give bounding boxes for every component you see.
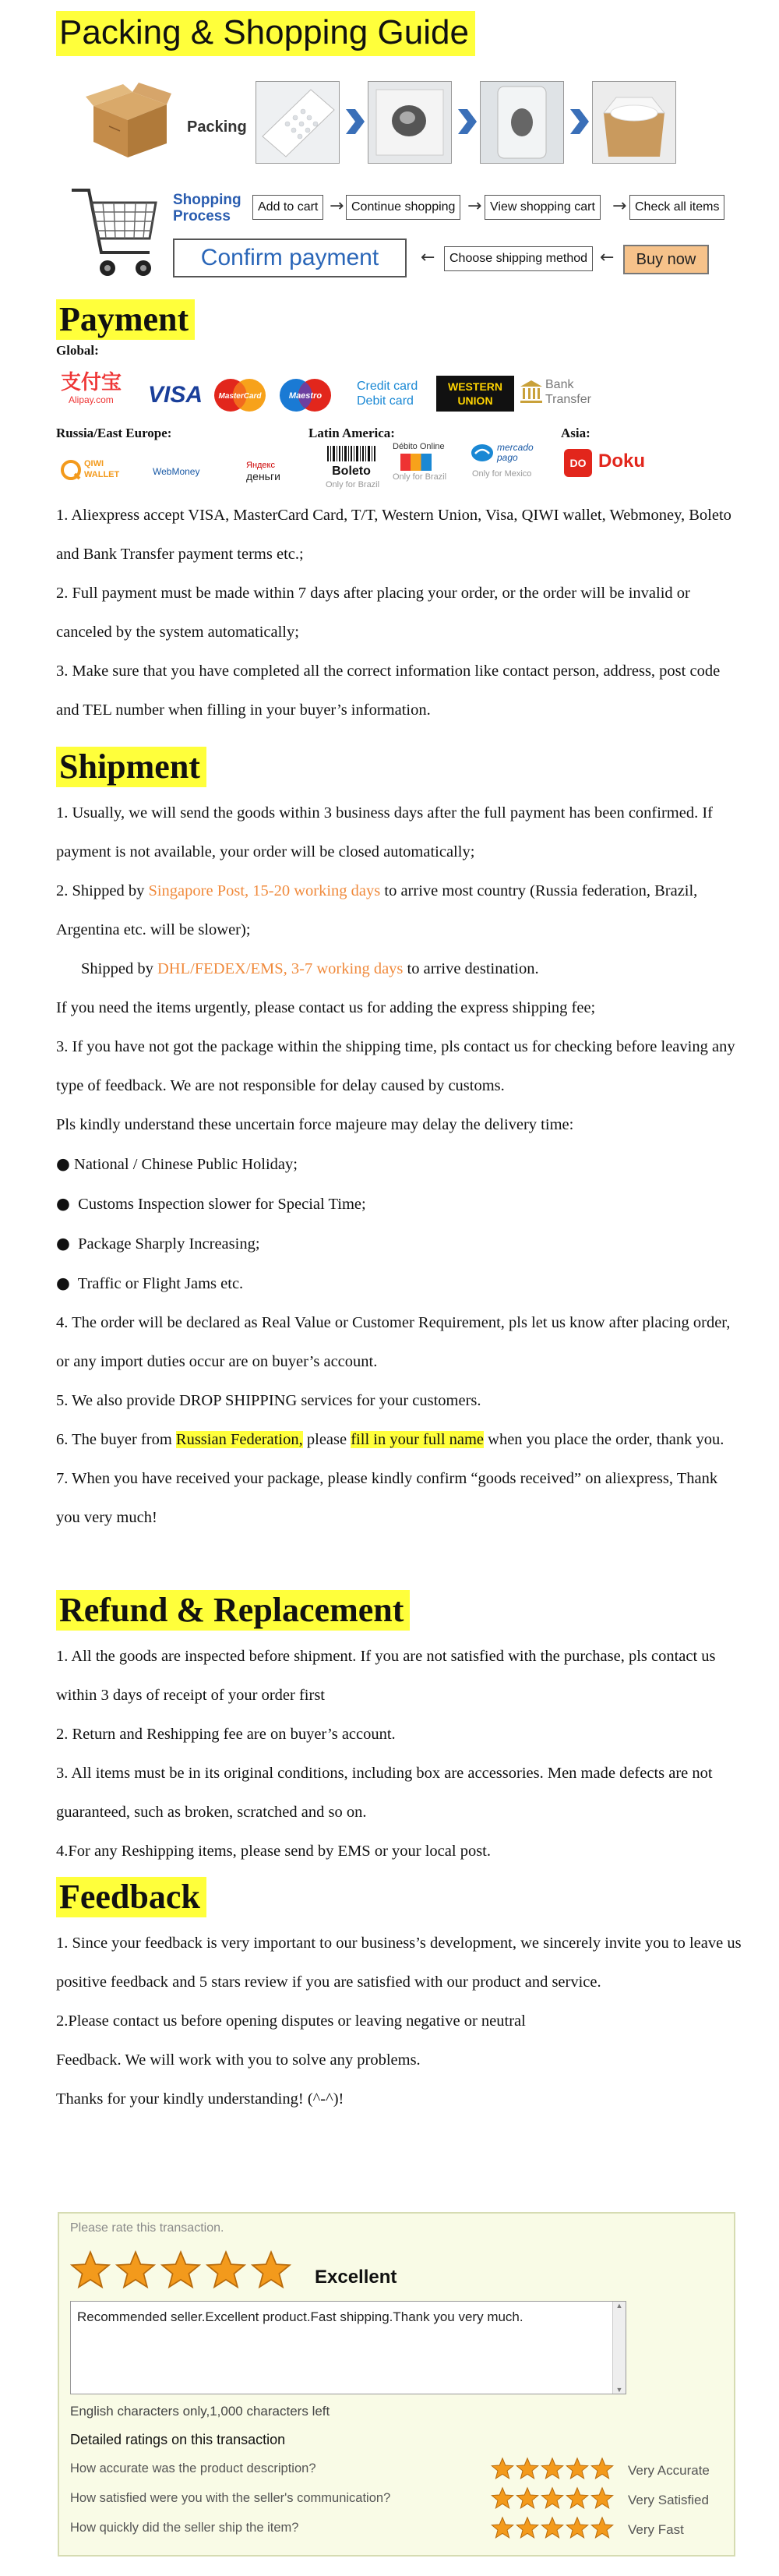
- product-photo-1: [368, 81, 452, 164]
- star-icon[interactable]: [115, 2249, 156, 2290]
- rating-answer-1: Very Accurate: [628, 2463, 710, 2478]
- chevron-right-icon: [343, 108, 366, 136]
- alipay-logo: 支付宝 Alipay.com: [61, 371, 122, 405]
- western-union-logo: WESTERN UNION: [436, 376, 514, 412]
- feedback-comment-textarea[interactable]: Recommended seller.Excellent product.Fast shipping.Thank you very much. ▲ ▼: [70, 2301, 626, 2394]
- shipment-p10: 7. When you have received your package, please kindly confirm “goods received” on aliexpress, Thank you very much!: [56, 1470, 718, 1526]
- rating-question-1: How accurate was the product description?: [70, 2461, 316, 2475]
- star-icon[interactable]: [516, 2457, 539, 2480]
- rating-question-2: How satisfied were you with the seller's communication?: [70, 2491, 391, 2505]
- svg-text:MasterCard: MasterCard: [218, 392, 262, 401]
- page-title: Packing & Shopping Guide: [56, 11, 475, 56]
- detailed-ratings-title: Detailed ratings on this transaction: [70, 2432, 286, 2447]
- star-icon[interactable]: [70, 2249, 111, 2290]
- shipment-p4: If you need the items urgently, please contact us for adding the express shipping fee;: [56, 999, 596, 1016]
- bubble-wrap-photo: [256, 81, 340, 164]
- star-icon[interactable]: [160, 2249, 201, 2290]
- star-icon[interactable]: [541, 2516, 564, 2539]
- overall-star-rating[interactable]: [70, 2249, 296, 2296]
- bullet-item: ● Customs Inspection slower for Special Time;: [56, 1194, 366, 1213]
- bank-icon: [520, 380, 542, 404]
- feedback-p3: Feedback. We will work with you to solve any problems.: [56, 2051, 421, 2069]
- step-buy-now: Buy now: [623, 245, 709, 274]
- star-icon[interactable]: [590, 2516, 614, 2539]
- arrow-right-icon: →: [467, 196, 482, 216]
- arrow-right-icon: →: [330, 196, 344, 216]
- shipment-p8: 5. We also provide DROP SHIPPING services for your customers.: [56, 1392, 481, 1409]
- star-icon[interactable]: [251, 2249, 291, 2290]
- payment-terms: [56, 496, 742, 730]
- svg-text:Maestro: Maestro: [288, 391, 323, 401]
- step-choose-shipping: Choose shipping method: [444, 246, 593, 271]
- shipment-p5: 3. If you have not got the package within the shipping time, pls contact us for checking before leaving any type of feedback. We are not responsible for delay caused by customs.: [56, 1038, 735, 1094]
- shipment-title: Shipment: [56, 747, 206, 787]
- refund-item-2: 2. Return and Reshipping fee are on buyer’s account.: [56, 1726, 396, 1743]
- refund-item-4: 4.For any Reshipping items, please send by EMS or your local post.: [56, 1843, 491, 1860]
- shipment-p9: 6. The buyer from Russian Federation, please fill in your full name when you place the order, thank you.: [56, 1431, 724, 1448]
- shopping-cart-icon: [69, 184, 162, 285]
- shipment-p1: 1. Usually, we will send the goods within 3 business days after the full payment has been confirmed. If payment is not available, your order will be closed automatically;: [56, 804, 713, 860]
- star-icon[interactable]: [516, 2516, 539, 2539]
- step-view-shopping-cart: View shopping cart: [485, 195, 601, 220]
- rating-question-3: How quickly did the seller ship the item?: [70, 2521, 299, 2535]
- step-add-to-cart: Add to cart: [252, 195, 323, 220]
- arrow-left-icon: ←: [600, 248, 615, 267]
- bullet-item: ● Package Sharply Increasing;: [56, 1234, 260, 1253]
- star-icon[interactable]: [491, 2516, 514, 2539]
- refund-title: Refund & Replacement: [56, 1590, 410, 1631]
- rating-answer-3: Very Fast: [628, 2522, 684, 2537]
- star-icon[interactable]: [516, 2486, 539, 2510]
- star-icon[interactable]: [590, 2457, 614, 2480]
- star-icon[interactable]: [566, 2457, 589, 2480]
- star-icon[interactable]: [566, 2486, 589, 2510]
- maestro-logo: [277, 377, 333, 413]
- bullet-item: ● Traffic or Flight Jams etc.: [56, 1274, 244, 1292]
- refund-item-1: 1. All the goods are inspected before shipment. If you are not satisfied with the purchase, pls contact us within 3 days of receipt of your order first: [56, 1648, 716, 1704]
- debito-online-logo: Débito Online Only for Brazil: [393, 442, 447, 482]
- shipment-p6: Pls kindly understand these uncertain force majeure may delay the delivery time:: [56, 1116, 574, 1133]
- qiwi-wallet-logo: QIWI WALLET: [61, 455, 139, 486]
- feedback-p4: Thanks for your kindly understanding! (^-^)!: [56, 2090, 344, 2108]
- shipment-p2: 2. Shipped by Singapore Post, 15-20 working days to arrive most country (Russia federation, Brazil, Argentina etc. will be slower);: [56, 882, 698, 938]
- textarea-scrollbar[interactable]: ▲ ▼: [612, 2302, 626, 2394]
- russia-label: Russia/East Europe:: [56, 426, 172, 440]
- step-check-all-items: Check all items: [629, 195, 724, 220]
- payment-item-2: 2. Full payment must be made within 7 days after placing your order, or the order will be invalid or canceled by the system automatically;: [56, 585, 690, 641]
- arrow-right-icon: →: [612, 196, 627, 216]
- rating-stars-3[interactable]: [491, 2516, 615, 2543]
- star-icon[interactable]: [491, 2457, 514, 2480]
- rating-stars-2[interactable]: [491, 2486, 615, 2514]
- shipment-p7: 4. The order will be declared as Real Value or Customer Requirement, pls let us know after placing order, or any import duties occur are on buyer’s account.: [56, 1314, 731, 1370]
- step-continue-shopping: Continue shopping: [346, 195, 460, 220]
- asia-label: Asia:: [561, 426, 590, 440]
- refund-text: [56, 1637, 742, 1871]
- chevron-right-icon: [455, 108, 478, 136]
- doku-logo: DO Doku: [564, 449, 657, 477]
- visa-logo: VISA: [148, 382, 203, 408]
- star-icon[interactable]: [590, 2486, 614, 2510]
- star-icon[interactable]: [566, 2516, 589, 2539]
- rating-answer-2: Very Satisfied: [628, 2493, 709, 2507]
- bank-transfer-logo: Bank Transfer: [520, 377, 591, 407]
- mastercard-logo: [212, 377, 268, 413]
- cardboard-box-image: [86, 83, 171, 161]
- packing-row: [86, 78, 724, 171]
- payment-title: Payment: [56, 299, 195, 340]
- star-icon[interactable]: [541, 2457, 564, 2480]
- global-label: Global:: [56, 343, 99, 358]
- payment-item-3: 3. Make sure that you have completed all the correct information like contact person, address, post code and TEL number when filling in your buyer’s information.: [56, 663, 721, 719]
- star-icon[interactable]: [491, 2486, 514, 2510]
- webmoney-logo: WebMoney: [153, 466, 200, 477]
- rating-widget: [58, 2212, 735, 2557]
- rating-prompt: Please rate this transaction.: [70, 2221, 224, 2235]
- shipment-text: [56, 793, 742, 1537]
- bullet-item: ● National / Chinese Public Holiday;: [56, 1154, 298, 1173]
- product-photo-2: [480, 81, 564, 164]
- shipment-p3: Shipped by DHL/FEDEX/EMS, 3-7 working days to arrive destination.: [81, 960, 539, 977]
- feedback-p1: 1. Since your feedback is very important to our business’s development, we sincerely invite you to leave us positive feedback and 5 stars review if you are satisfied with our product and service.: [56, 1935, 742, 1991]
- latin-america-label: Latin America:: [308, 426, 395, 440]
- star-icon[interactable]: [541, 2486, 564, 2510]
- step-confirm-payment: Confirm payment: [173, 239, 407, 277]
- payment-item-1: 1. Aliexpress accept VISA, MasterCard Card, T/T, Western Union, Visa, QIWI wallet, Webmoney, Boleto and Bank Transfer payment terms etc.;: [56, 507, 731, 563]
- feedback-text: [56, 1924, 742, 2118]
- packing-label: Packing: [187, 118, 247, 136]
- credit-debit-card-logo: Credit card Debit card: [357, 380, 418, 408]
- packed-box-photo: [592, 81, 676, 164]
- feedback-p2: 2.Please contact us before opening disputes or leaving negative or neutral: [56, 2012, 526, 2030]
- feedback-title: Feedback: [56, 1877, 206, 1917]
- guide-page: Packing & Shopping Guide Packing Shopping Process Add to cart → Continue shopping → View shopping cart → Check all items Confirm payment ← Choose shipping method ← Buy now Payment Global: 支付宝 Alipay.com VISA MasterCard Maestro Credit card Debit card WESTERN UNION Bank Transfer Russia/East Europe: Latin America: Asia: QIWI WALLET WebMoney Яндекс деньги Boleto Only for Brazil Débito Online Only for Brazil mercado pago Only for Mexico DO Doku 1. Aliexpress accept VISA, MasterCard Card, T/T, Western Union, Visa, QIWI wallet, Webmoney, Boleto and Bank Transfer payment terms etc.; 2. Full payment must be made within 7 days after placing your order, or the order will be invalid or canceled by the system automatically; 3. Make sure that you have completed all the correct information like contact person, address, post code and TEL number when filling in your buyer’s information. Shipment 1. Usually, we will send the goods within 3 business days after the full payment has been confirmed. If payment is not available, your order will be closed automatically; 2. Shipped by Singapore Post, 15-20 working days to arrive most country (Russia federation, Brazil, Argentina etc. will be slower); Shipped by DHL/FEDEX/EMS, 3-7 working days to arrive destination. If you need the items urgently, please contact us for adding the express shipping fee; 3. If you have not got the package within the shipping time, pls contact us for checking before leaving any type of feedback. We are not responsible for delay caused by customs. Pls kindly understand these uncertain force majeure may delay the delivery time: ● National / Chinese Public Holiday; ● Customs Inspection slower for Special Time; ● Package Sharply Increasing; ● Traffic or Flight Jams etc. 4. The order will be declared as Real Value or Customer Requirement, pls let us know after placing order, or any import duties occur are on buyer’s account. 5. We also provide DROP SHIPPING services for your customers. 6. The buyer from Russian Federation, please fill in your full name when you place the order, thank you. 7. When you have received your package, please kindly confirm “goods received” on aliexpress, Thank you very much! Refund & Replacement 1. All the goods are inspected before shipment. If you are not satisfied with the purchase, pls contact us within 3 days of receipt of your order first 2. Return and Reshipping fee are on buyer’s account. 3. All items must be in its original conditions, including box are accessories. Men made defects are not guaranteed, such as broken, scratched and so on. 4.For any Reshipping items, please send by EMS or your local post. Feedback 1. Since your feedback is very important to our business’s development, we sincerely invite you to leave us positive feedback and 5 stars review if you are satisfied with our product and service. 2.Please contact us before opening disputes or leaving negative or neutral Feedback. We will work with you to solve any problems. Thanks for your kindly understanding! (^-^)! Please rate this transaction. Excellent Recommended seller.Excellent product.Fast shipping.Thank you very much. ▲ ▼ English characters only,1,000 characters left Detailed ratings on this transaction How accurate was the product description? Very Accurate How satisfied were you with the seller's communication? Very Satisfied How quickly did the seller ship the item? Very Fast: [0, 0, 779, 2576]
- yandex-money-logo: Яндекс деньги: [246, 461, 280, 482]
- shopping-process-label: Shopping Process: [173, 192, 241, 224]
- rating-stars-1[interactable]: [491, 2457, 615, 2484]
- refund-item-3: 3. All items must be in its original conditions, including box are accessories. Men made defects are not guaranteed, such as broken, scratched and so on.: [56, 1765, 713, 1821]
- arrow-left-icon: ←: [421, 248, 435, 267]
- boleto-logo: Boleto Only for Brazil: [326, 446, 377, 492]
- chevron-right-icon: [567, 108, 590, 136]
- overall-rating-label: Excellent: [315, 2267, 397, 2288]
- characters-left-hint: English characters only,1,000 characters left: [70, 2404, 330, 2419]
- star-icon[interactable]: [206, 2249, 246, 2290]
